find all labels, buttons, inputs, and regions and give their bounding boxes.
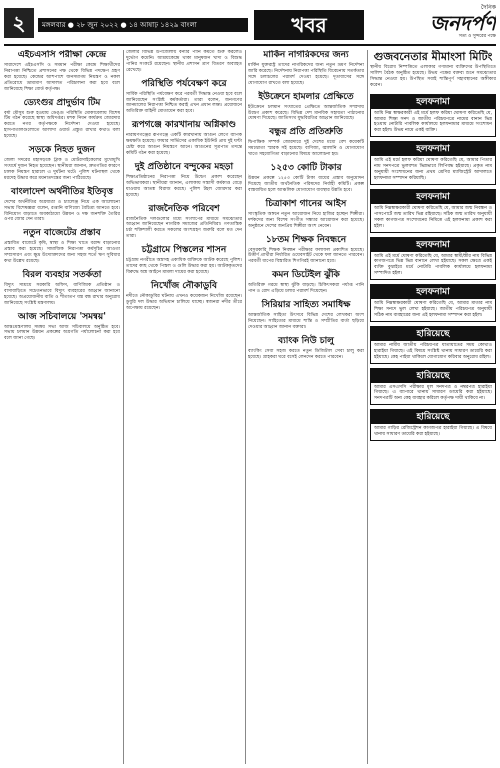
story — [248, 92, 364, 123]
column-2 — [126, 50, 242, 764]
page-number: ২ — [4, 8, 34, 38]
story — [248, 300, 364, 331]
story — [248, 127, 364, 158]
notice-title: হলফনামা — [371, 285, 495, 299]
story-headline: বিরল ব্যবহার সতর্কতা — [22, 269, 102, 280]
column-4 — [370, 50, 496, 764]
story — [126, 162, 242, 199]
story — [126, 50, 242, 74]
story-body: আন্তঃমন্ত্রণালয় সমন্বয় সভা আজ সচিবালয়ে অনুষ্ঠিত হবে। সভায় চলমান উন্নয়ন প্রকল্পের অগ্রগতি পর্যালোচনা করা হবে বলে জানা গেছে। — [4, 324, 120, 342]
notice-title: হারিয়েছে — [371, 410, 495, 424]
story-body: ব্যাংকিং সেবা সহজ করতে নতুন ডিজিটাল সেবা চালু করা হয়েছে। গ্রাহকরা ঘরে বসেই লেনদেন করতে পারবেন। — [248, 348, 364, 360]
story-headline: বন্ধুর প্রতি প্রতিশ্রুতি — [269, 127, 343, 138]
story — [248, 270, 364, 295]
column-divider — [245, 50, 246, 764]
story-body: নারায়ণগঞ্জের রূপগঞ্জে একটি কারখানায় আগুন লেগে ব্যাপক ক্ষয়ক্ষতি হয়েছে। ফায়ার সার্ভিসের একাধিক ইউনিট প্রায় দুই ঘণ্টা চেষ্টা করে আগুন নিয়ন্ত্রণে আনে। আগুনের সূত্রপাত তদন্তে কমিটি গঠন করা হয়েছে। — [126, 133, 242, 156]
story-body: আন্তর্জাতিক সাহিত্য উৎসবে বিভিন্ন দেশের লেখকরা অংশ নিয়েছেন। সাহিত্যের মাধ্যমে শান্তি ও সম্প্রীতির বার্তা ছড়িয়ে দেওয়ার আহ্বান জানান বক্তারা। — [248, 313, 364, 330]
story — [248, 235, 364, 266]
story-headline: কমন ডিটেইল ঝুঁকি — [272, 270, 340, 281]
story-body: নদীতে নৌকাডুবির ঘটনায় এখনও কয়েকজন নিখোঁজ রয়েছেন। ডুবুরি দল উদ্ধার অভিযান চালিয়ে যাচ্ছে। স্বজনরা নদীর তীরে অপেক্ষায় রয়েছেন। — [126, 293, 242, 311]
story-body: সার্বিক পরিস্থিতি পর্যবেক্ষণ করে পরবর্তী সিদ্ধান্ত নেওয়া হবে বলে জানিয়েছেন সংশ্লিষ্ট কর্মকর্তারা। তারা বলেন, জনগণের জানমালের নিরাপত্তা নিশ্চিত করাই এখন প্রধান লক্ষ্য। প্রয়োজনে অতিরিক্ত বাহিনী মোতায়েন করা হবে। — [126, 91, 242, 115]
story-headline: মার্কিন নাগরিকদের জন্য — [263, 50, 349, 60]
brand-logo — [384, 4, 496, 44]
column-divider — [367, 50, 368, 764]
notice-body: আমি নিম্ন স্বাক্ষরকারী এই মর্মে হলফ করিয়া ঘোষণা করিতেছি যে, আমার শিক্ষা সনদ ও জাতীয় পরিচয়পত্রে নামের বানান ভিন্ন হওয়ায় নোটারি পাবলিক কার্যালয়ে হলফনামার মাধ্যমে সংশোধন করা হইল। উভয় নামে একই ব্যক্তি। — [374, 110, 492, 134]
notice-list — [370, 94, 496, 441]
story-body: মার্কিন যুক্তরাষ্ট্র তাদের নাগরিকদের জন্য নতুন ভ্রমণ নির্দেশনা জারি করেছে। নির্দেশনায় নিরাপত্তা পরিস্থিতি বিবেচনায় সতর্কতার সঙ্গে চলাচলের পরামর্শ দেওয়া হয়েছে। দূতাবাসের সঙ্গে যোগাযোগ রাখতে বলা হয়েছে। — [248, 63, 364, 86]
story-body: উন্নয়ন প্রকল্পে ১২৫৩ কোটি টাকা ব্যয়ের প্রস্তাব অনুমোদন দিয়েছে জাতীয় অর্থনৈতিক পরিষদের নির্বাহী কমিটি। প্রকল্প বাস্তবায়িত হলে আঞ্চলিক যোগাযোগ ব্যবস্থার উন্নতি হবে। — [248, 176, 364, 193]
column-1 — [4, 50, 120, 764]
section-title: খবর — [254, 10, 364, 40]
notice-body: আমি এই মর্মে ঘোষণা করিতেছি যে, আমার স্বামী/স্ত্রীর নাম বিভিন্ন কাগজপত্রে ভিন্ন ভিন্ন বানানে লেখা হইয়াছে। সকল ক্ষেত্রে একই ব্যক্তি বুঝাইবে মর্মে নোটারি পাবলিক কার্যালয়ে হলফনামা সম্পাদিত হইল। — [374, 253, 492, 277]
notice-title: হারিয়েছে — [371, 369, 495, 383]
column-3 — [248, 50, 364, 764]
story — [248, 336, 364, 361]
notice-body: আমি এই মর্মে হলফ করিয়া ঘোষণা করিতেছি যে, আমার পিতার নাম সনদপত্রে ভুলবশত ভিন্নভাবে লিপিবদ্ধ হইয়াছে। প্রকৃত নাম অনুযায়ী সংশোধনের জন্য প্রথম শ্রেণির ম্যাজিস্ট্রেট আদালতে হলফনামা সম্পাদন করিয়াছি। — [374, 158, 492, 181]
story — [370, 50, 496, 89]
story — [4, 50, 120, 93]
story-headline: দুই প্রতিষ্ঠানে বন্দুকের মহড়া — [134, 161, 234, 172]
story-headline: এইচএসসি পরীক্ষা কেন্দ্রে — [17, 50, 107, 60]
story-body: জেলা সদরের মহাসড়কে ট্রাক ও মোটরসাইকেলের মুখোমুখি সংঘর্ষে দুজন নিহত হয়েছেন। স্থানীয়রা জানান, দ্রুতগতির কারণে চালক নিয়ন্ত্রণ হারালে এ দুর্ঘটনা ঘটে। পুলিশ ঘটনাস্থল থেকে মরদেহ উদ্ধার করে ময়নাতদন্তের জন্য পাঠিয়েছে। — [4, 158, 120, 181]
story-headline: চিত্রাকাশ গানের আইস — [265, 198, 347, 209]
story — [4, 187, 120, 224]
story-body: রাজনৈতিক দলগুলোর মধ্যে সংলাপের মাধ্যমে সমঝোতার আহ্বান জানিয়েছেন নাগরিক সমাজের প্রতিনিধিরা। গণতান্ত্রিক চর্চা শক্তিশালী করতে সকলের অংশগ্রহণ জরুরি বলে মত দেন তারা। — [126, 216, 242, 240]
notice-box — [370, 409, 496, 441]
story-body: বর্ষা মৌসুম শুরু হওয়ায় ডেঙ্গু পরিস্থিতি মোকাবেলায় বিশেষ টিম গঠন করেছে স্বাস্থ্য অধিদপ্তর। মশক নিধন কার্যক্রম জোরদার করতে নগর কর্তৃপক্ষকে নির্দেশনা দেওয়া হয়েছে। হাসপাতালগুলোতে আলাদা ওয়ার্ড প্রস্তুত রাখার কথাও বলা হয়েছে। — [4, 110, 120, 140]
story — [126, 79, 242, 116]
story — [126, 204, 242, 241]
story — [4, 145, 120, 182]
story-body: সারাদেশে এইচএসসি ও সমমান পরীক্ষা কেন্দ্রে শিক্ষার্থীদের নিরাপত্তা নিশ্চিতে প্রশাসনের পক্ষ থেকে বিভিন্ন পদক্ষেপ গ্রহণ করা হয়েছে। কেন্দ্রের আশপাশে জনসমাগম নিয়ন্ত্রণ ও নকল প্রতিরোধে ভ্রাম্যমাণ আদালত পরিচালনা করা হবে বলে জানিয়েছে শিক্ষা বোর্ড কর্তৃপক্ষ। — [4, 63, 120, 92]
story-body: বিদ্যুৎ সাশ্রয়ে সরকারি অফিস, বাণিজ্যিক প্রতিষ্ঠান ও বাসাবাড়িতে সচেতনভাবে বিদ্যুৎ ব্যবহারের আহ্বান জানানো হয়েছে। অপ্রয়োজনীয় বাতি ও শীতাতপ যন্ত্র বন্ধ রাখার অনুরোধ জানিয়েছে সংশ্লিষ্ট মন্ত্রণালয়। — [4, 282, 120, 306]
masthead-rule — [4, 44, 496, 46]
story-body: দ্বিপাক্ষিক সম্পর্ক জোরদারে দুই দেশের মধ্যে বেশ কয়েকটি সমঝোতা স্মারক সই হয়েছে। বাণিজ্য, জ্বালানি ও যোগাযোগ খাতে সহযোগিতা বাড়ানোর বিষয়ে আলোচনা হয়। — [248, 140, 364, 158]
story-headline: সড়কে নিহত দুজন — [28, 145, 96, 156]
brand-name: জনদর্পণ — [429, 11, 496, 35]
notice-box — [370, 189, 496, 233]
notice-box — [370, 284, 496, 322]
story-body: ইউক্রেনে চলমান সংঘাতের প্রেক্ষিতে আন্তর্জাতিক সম্প্রদায় উদ্বেগ প্রকাশ করেছে। বিভিন্ন দেশ মানবিক সহায়তা পাঠানোর ঘোষণা দিয়েছে। জাতিসংঘ যুদ্ধবিরতির আহ্বান জানিয়েছে। — [248, 104, 364, 122]
story — [126, 120, 242, 157]
notice-body: আমার নামীয় জাতীয় পরিচয়পত্র যাতায়াতের সময় কোথাও হারাইয়া গিয়াছে। এই বিষয়ে সংশ্লিষ্ট থানায় সাধারণ ডায়েরি করা হইয়াছে। কেহ পাইয়া থাকিলে যোগাযোগ করিবার অনুরোধ রহিল। — [374, 342, 492, 360]
story-body: দেশের অর্থনীতির অগ্রযাত্রা ও চ্যালেঞ্জ নিয়ে এক আলোচনা সভায় বিশেষজ্ঞরা বলেন, রপ্তানি বাণিজ্যে বৈচিত্র্য আনতে হবে। বিনিয়োগ বাড়াতে অবকাঠামো উন্নয়ন ও দক্ষ জনশক্তি তৈরির ওপর জোর দেন তারা। — [4, 199, 120, 223]
notice-body: আমার এসএসসি পরীক্ষার মূল সনদপত্র ও নম্বরপত্র হারাইয়া গিয়াছে। এ ব্যাপারে থানায় সাধারণ ডায়েরি করা হইয়াছে। সনদপত্রটি অন্য কেহ ব্যবহার করিলে কর্তৃপক্ষ দায়ী থাকিবে না। — [374, 384, 492, 402]
story-body: অতিরিক্ত গরমে স্বাস্থ্য ঝুঁকি বাড়ছে। চিকিৎসকরা পর্যাপ্ত পানি পান ও রোদ এড়িয়ে চলার পরামর্শ দিয়েছেন। — [248, 283, 364, 295]
notice-body: আমি নিম্নস্বাক্ষরকারী ঘোষণা করিতেছি যে, আমার মাতার নাম শিক্ষা সনদে ভুল লেখা হইয়াছে। জাতীয় পরিচয়পত্র অনুযায়ী সঠিক নাম ব্যবহারের জন্য এই হলফনামা সম্পাদন করা হইল। — [374, 301, 492, 318]
story — [126, 281, 242, 312]
newspaper-page — [4, 4, 496, 764]
notice-title: হলফনামা — [371, 238, 495, 252]
notice-title: হলফনামা — [371, 95, 495, 109]
story — [248, 50, 364, 87]
story-headline: বাংলাদেশ অর্থনীতির ইতিবৃত্ত — [10, 186, 114, 197]
notice-box — [370, 326, 496, 364]
brand-tagline: সত্য ও সুন্দরের পক্ষে — [458, 34, 496, 39]
story — [4, 98, 120, 141]
story — [4, 270, 120, 307]
story-body: শিক্ষাপ্রতিষ্ঠানের নিরাপত্তা নিয়ে উদ্বেগ প্রকাশ করেছেন অভিভাবকরা। স্থানীয়রা জানান, এলাকায় সন্ত্রাসী কর্মকাণ্ড বেড়ে যাওয়ায় আতঙ্ক বিরাজ করছে। পুলিশ টহল জোরদার করা হয়েছে। — [126, 174, 242, 198]
story-headline: ব্যাংক নিউ চালু — [278, 335, 334, 346]
story — [126, 245, 242, 276]
story — [4, 312, 120, 343]
notice-box — [370, 368, 496, 406]
story-headline: রাজনৈতিক পরিবেশ — [148, 203, 220, 214]
masthead — [4, 4, 496, 44]
story-body: স্থানীয় বিরোধ নিষ্পত্তিতে এলাকার গণ্যমান্য ব্যক্তিদের উপস্থিতিতে সালিশ বৈঠক অনুষ্ঠিত হয়েছে। উভয় পক্ষের বক্তব্য শুনে সমঝোতার সিদ্ধান্ত নেওয়া হয়। উপস্থিত সবাই শান্তিপূর্ণ সহাবস্থানের অঙ্গীকার করেন। — [370, 65, 496, 88]
story-headline: রূপগঞ্জে কারখানায় অগ্নিকাণ্ড — [131, 120, 237, 131]
notice-title: হারিয়েছে — [371, 327, 495, 341]
story-headline: নিখোঁজ নৌকাডুবি — [151, 280, 217, 291]
story-body: চট্টগ্রাম নগরীতে অস্ত্রসহ একাধিক ব্যক্তিকে আটক করেছে পুলিশ। তাদের কাছ থেকে পিস্তল ও গুলি উদ্ধার করা হয়। আটককৃতদের বিরুদ্ধে অস্ত্র আইনে মামলা দায়ের করা হয়েছে। — [126, 258, 242, 275]
notice-box — [370, 141, 496, 185]
story-headline: পরিস্থিতি পর্যবেক্ষণ করে — [141, 78, 227, 89]
story-body: সাংস্কৃতিক অঙ্গনে নতুন আয়োজন নিয়ে হাজির হচ্ছেন শিল্পীরা। দর্শকদের জন্য বিশেষ সংগীত সন্ধ্যার আয়োজন করা হয়েছে। অনুষ্ঠানে দেশের জনপ্রিয় শিল্পীরা অংশ নেবেন। — [248, 211, 364, 229]
story-headline: আজ সচিবালয়ে 'সমন্বয়' — [18, 311, 106, 322]
story — [248, 199, 364, 230]
notice-box — [370, 237, 496, 281]
notice-title: হলফনামা — [371, 190, 495, 204]
story-headline: ড্যেংগুর প্রাদুর্ভাব টিম — [23, 97, 101, 108]
story — [4, 228, 120, 265]
column-divider — [123, 50, 124, 764]
story-body: জেলার বিভিন্ন উপজেলায় বন্যার পানি কমতে শুরু করলেও দুর্ভোগ কমেনি। আশ্রয়কেন্দ্রে থাকা মানুষজন খাদ্য ও বিশুদ্ধ পানির সংকটে রয়েছেন। স্থানীয় প্রশাসন ত্রাণ বিতরণ অব্যাহত রেখেছে। — [126, 50, 242, 73]
dateline: মঙ্গলবার ● ২৮ জুন ২০২২ ● ১৪ আষাঢ় ১৪২৯ বাংলা — [38, 18, 248, 32]
notice-title: হলফনামা — [371, 142, 495, 156]
story-headline: সিরিয়ার সাহিত্য সমাধিক্ষ — [261, 300, 351, 311]
story-body: বেসরকারি শিক্ষক নিবন্ধন পরীক্ষার ফলাফল প্রকাশিত হয়েছে। উত্তীর্ণ প্রার্থীরা নির্ধারিত ওয়েবসাইট থেকে ফল জানতে পারবেন। পরবর্তী ধাপের বিস্তারিত শিগগিরই জানানো হবে। — [248, 247, 364, 265]
notice-box — [370, 94, 496, 138]
story-headline: নতুন বাজেটের প্রস্তাব — [23, 228, 101, 239]
story-body: প্রস্তাবিত বাজেটে কৃষি, স্বাস্থ্য ও শিক্ষা খাতে বরাদ্দ বাড়ানোর প্রস্তাব করা হয়েছে। সামাজিক নিরাপত্তা কর্মসূচির আওতা সম্প্রসারণ এবং ক্ষুদ্র উদ্যোক্তাদের জন্য সহজ শর্তে ঋণ সুবিধার কথা উল্লেখ রয়েছে। — [4, 241, 120, 265]
story-headline: চট্টগ্রামে পিস্তলের শাসন — [141, 245, 227, 256]
notice-body: আমার গাড়ির রেজিস্ট্রেশন কাগজপত্র হারাইয়া গিয়াছে। এ বিষয়ে থানায় সাধারণ ডায়েরি করা হইয়াছে। — [374, 426, 492, 438]
story-headline: ১৮তম শিক্ষক নিবন্ধনে — [265, 234, 347, 245]
brand-prefix: দৈনিক — [480, 4, 496, 11]
story — [248, 163, 364, 194]
story-headline: ইউক্রেনে হামলার প্রেক্ষিতে — [258, 91, 354, 102]
notice-body: আমি নিম্নস্বাক্ষরকারী ঘোষণা করিতেছি যে, আমার জন্ম নিবন্ধন ও পাসপোর্টে জন্ম তারিখ ভিন্ন রহিয়াছে। সঠিক জন্ম তারিখ অনুযায়ী সকল কাগজপত্র সংশোধনের নিমিত্তে এই হলফনামা প্রকাশ করা হইল। — [374, 205, 492, 229]
story-headline: গুজবনেতার মীমাংসা মিটিং — [373, 50, 493, 63]
story-headline: ১২৫৩ কোটি টাকার — [270, 163, 342, 174]
